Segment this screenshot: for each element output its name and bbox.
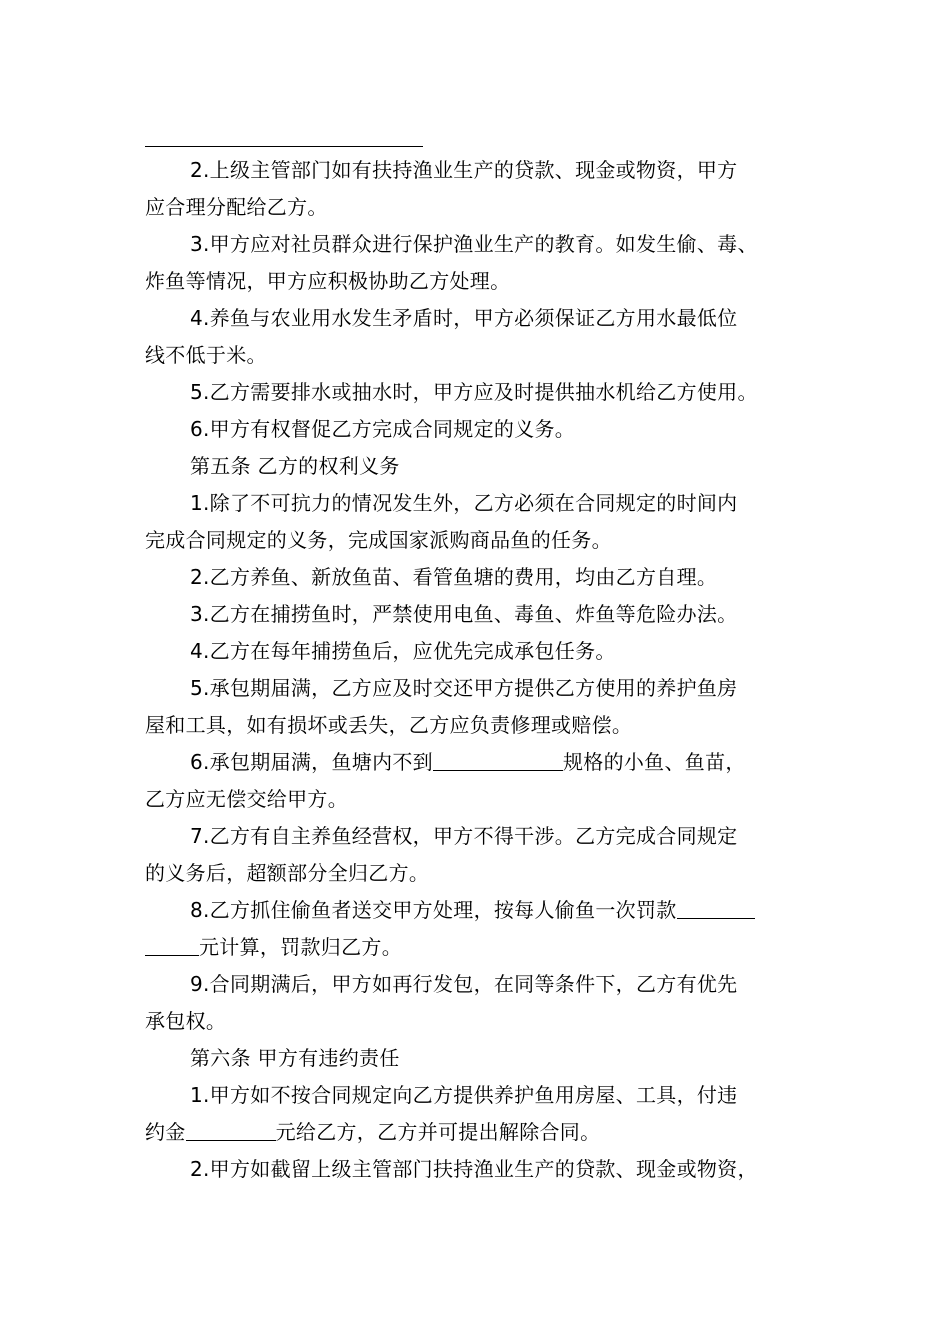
paragraph-line <box>145 818 805 855</box>
top-divider-line <box>145 146 423 147</box>
paragraph-line <box>145 189 805 226</box>
paragraph-line <box>145 448 805 485</box>
paragraph-line <box>145 374 805 411</box>
paragraph-line <box>145 226 805 263</box>
line-text: 5.乙方需要排水或抽水时，甲方应及时提供抽水机给乙方使用。 <box>190 380 758 404</box>
paragraph-line <box>145 559 805 596</box>
line-text: 2.上级主管部门如有扶持渔业生产的贷款、现金或物资，甲方 <box>190 158 738 182</box>
fill-in-blank <box>677 898 755 919</box>
line-text: 4.乙方在每年捕捞鱼后，应优先完成承包任务。 <box>190 639 616 663</box>
line-text: 4.养鱼与农业用水发生矛盾时，甲方必须保证乙方用水最低位 <box>190 306 738 330</box>
line-text: 元给乙方，乙方并可提出解除合同。 <box>275 1120 601 1144</box>
paragraph-line <box>145 522 805 559</box>
line-text: 6.承包期届满，鱼塘内不到 <box>190 750 433 774</box>
line-text: 完成合同规定的义务，完成国家派购商品鱼的任务。 <box>145 528 612 552</box>
line-text: 第六条 甲方有违约责任 <box>190 1046 400 1070</box>
line-text: 第五条 乙方的权利义务 <box>190 454 400 478</box>
line-text: 8.乙方抓住偷鱼者送交甲方处理，按每人偷鱼一次罚款 <box>190 898 677 922</box>
paragraph-line <box>145 892 805 929</box>
paragraph-line <box>145 966 805 1003</box>
line-text: 3.甲方应对社员群众进行保护渔业生产的教育。如发生偷、毒、 <box>190 232 758 256</box>
line-text: 应合理分配给乙方。 <box>145 195 328 219</box>
line-text: 7.乙方有自主养鱼经营权，甲方不得干涉。乙方完成合同规定 <box>190 824 738 848</box>
line-text: 的义务后，超额部分全归乙方。 <box>145 861 430 885</box>
paragraph-line <box>145 300 805 337</box>
line-text: 2.甲方如截留上级主管部门扶持渔业生产的贷款、现金或物资， <box>190 1157 758 1181</box>
paragraph-line <box>145 855 805 892</box>
paragraph-line <box>145 1114 805 1151</box>
line-text: 1.除了不可抗力的情况发生外，乙方必须在合同规定的时间内 <box>190 491 738 515</box>
fill-in-blank <box>145 935 199 956</box>
paragraph-line <box>145 1040 805 1077</box>
paragraph-line <box>145 929 805 966</box>
paragraph-line <box>145 633 805 670</box>
line-text: 规格的小鱼、鱼苗， <box>562 750 746 774</box>
line-text: 屋和工具，如有损坏或丢失，乙方应负责修理或赔偿。 <box>145 713 633 737</box>
paragraph-line <box>145 781 805 818</box>
line-text: 元计算，罚款归乙方。 <box>199 935 402 959</box>
fill-in-blank <box>433 750 563 771</box>
paragraph-line <box>145 1003 805 1040</box>
paragraph-line <box>145 337 805 374</box>
paragraph-line <box>145 152 805 189</box>
line-text: 9.合同期满后，甲方如再行发包，在同等条件下，乙方有优先 <box>190 972 738 996</box>
paragraph-line <box>145 411 805 448</box>
line-text: 炸鱼等情况，甲方应积极协助乙方处理。 <box>145 269 511 293</box>
paragraph-line <box>145 1151 805 1188</box>
line-text: 5.承包期届满，乙方应及时交还甲方提供乙方使用的养护鱼房 <box>190 676 738 700</box>
paragraph-line <box>145 263 805 300</box>
line-text: 6.甲方有权督促乙方完成合同规定的义务。 <box>190 417 576 441</box>
line-text: 线不低于米。 <box>145 343 267 367</box>
paragraph-line <box>145 670 805 707</box>
line-text: 3.乙方在捕捞鱼时，严禁使用电鱼、毒鱼、炸鱼等危险办法。 <box>190 602 738 626</box>
paragraph-line <box>145 707 805 744</box>
paragraph-line <box>145 485 805 522</box>
fill-in-blank <box>186 1120 276 1141</box>
line-text: 1.甲方如不按合同规定向乙方提供养护鱼用房屋、工具，付违 <box>190 1083 738 1107</box>
line-text: 乙方应无偿交给甲方。 <box>145 787 348 811</box>
line-text: 2.乙方养鱼、新放鱼苗、看管鱼塘的费用，均由乙方自理。 <box>190 565 718 589</box>
line-text: 约金 <box>145 1120 186 1144</box>
paragraph-line <box>145 596 805 633</box>
contract-text-body <box>145 152 805 1188</box>
line-text: 承包权。 <box>145 1009 227 1033</box>
paragraph-line <box>145 1077 805 1114</box>
paragraph-line <box>145 744 805 781</box>
